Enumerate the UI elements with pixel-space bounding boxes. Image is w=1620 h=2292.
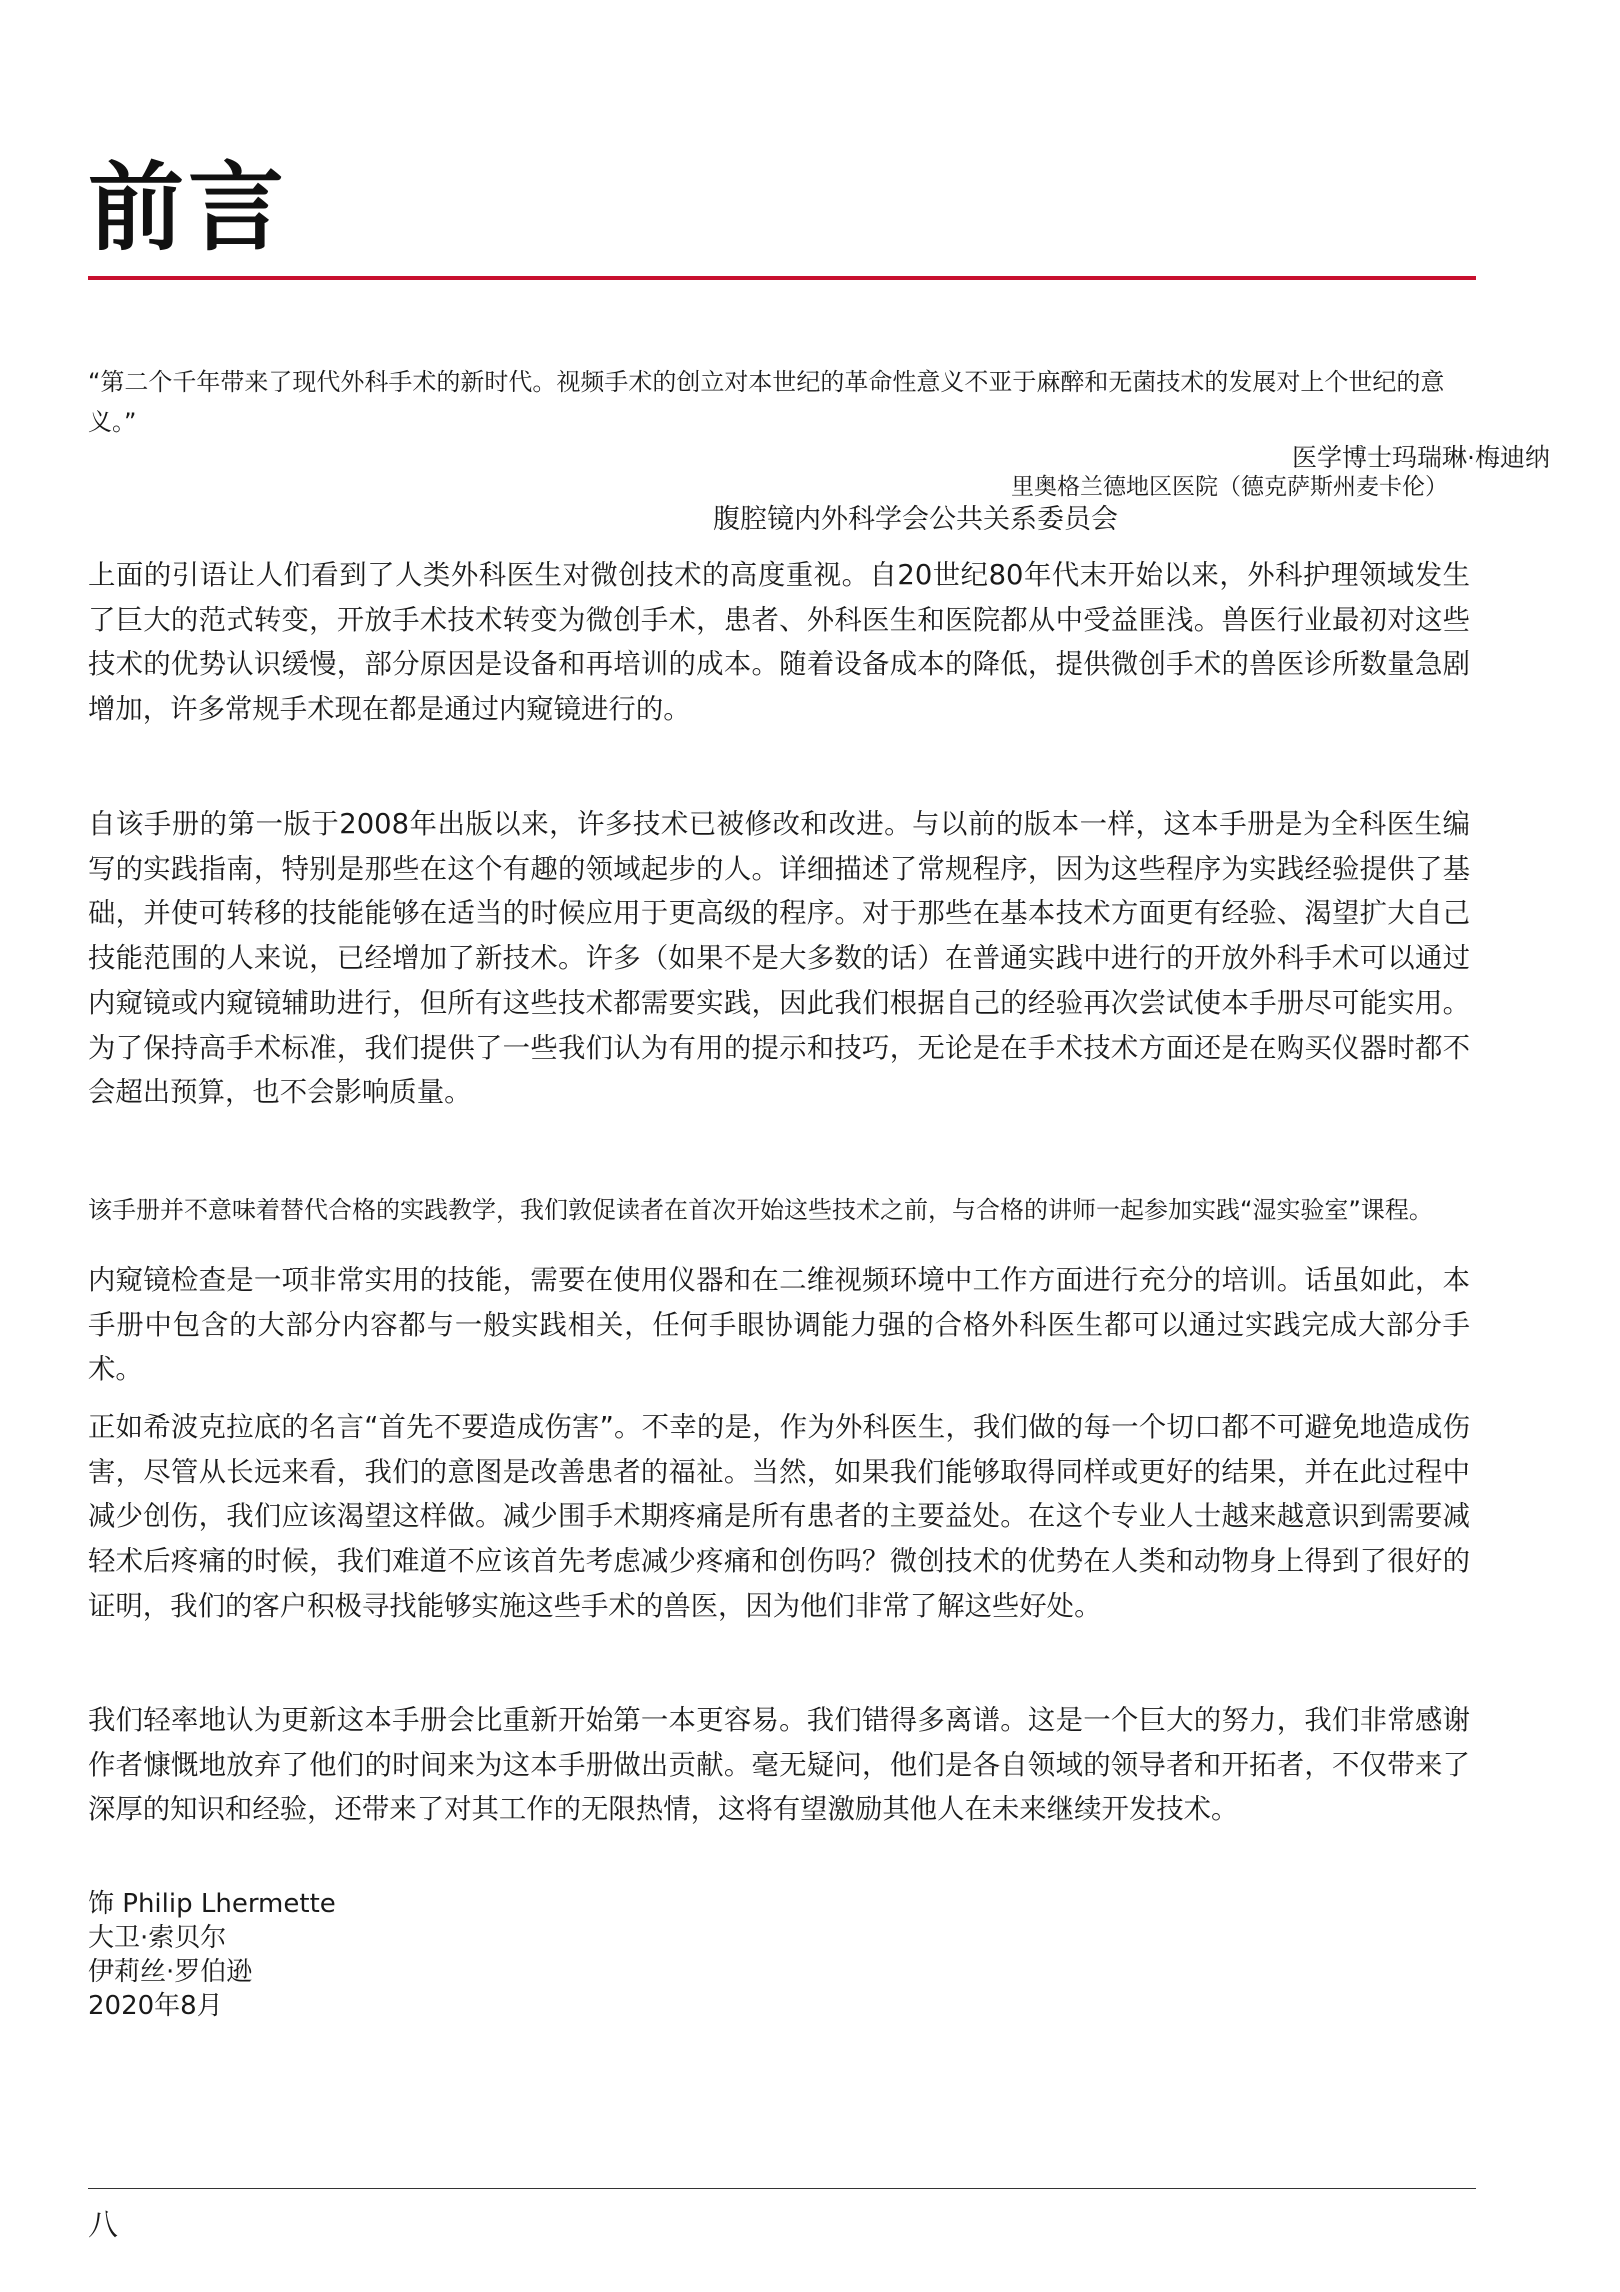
paragraph-3-notice: 该手册并不意味着替代合格的实践教学，我们敦促读者在首次开始这些技术之前，与合格的讲师一起参加实践“湿实验室”课程。: [88, 1196, 1433, 1224]
signature-line-1: 饰 Philip Lhermette: [88, 1889, 336, 1919]
signature-line-2: 大卫·索贝尔: [88, 1923, 227, 1953]
page-number: 八: [88, 2208, 118, 2243]
paragraph-4: 内窥镜检查是一项非常实用的技能，需要在使用仪器和在二维视频环境中工作方面进行充分的培训。话虽如此，本手册中包含的大部分内容都与一般实践相关，任何手眼协调能力强的合格外科医生都可以通过实践完成大部分手术。: [88, 1265, 1470, 1386]
signature-date: 2020年8月: [88, 1991, 223, 2021]
footer-divider: [88, 2188, 1476, 2189]
paragraph-5: 正如希波克拉底的名言“首先不要造成伤害”。不幸的是，作为外科医生，我们做的每一个切口都不可避免地造成伤害，尽管从长远来看，我们的意图是改善患者的福祉。当然，如果我们能够取得同样或更好的结果，并在此过程中减少创伤，我们应该渴望这样做。减少围手术期疼痛是所有患者的主要益处。在这个专业人士越来越意识到需要减轻术后疼痛的时候，我们难道不应该首先考虑减少疼痛和创伤吗？微创技术的优势在人类和动物身上得到了很好的证明，我们的客户积极寻找能够实施这些手术的兽医，因为他们非常了解这些好处。: [88, 1412, 1470, 1622]
epigraph-quote: “第二个千年带来了现代外科手术的新时代。视频手术的创立对本世纪的革命性意义不亚于麻醉和无菌技术的发展对上个世纪的意义。”: [88, 368, 1445, 436]
signature-line-3: 伊莉丝·罗伯逊: [88, 1957, 253, 1987]
quote-author-hospital: 里奥格兰德地区医院（德克萨斯州麦卡伦）: [1011, 474, 1448, 500]
title-divider: [88, 276, 1476, 280]
signature-block: [88, 1887, 336, 2023]
page-title: 前言: [88, 152, 288, 264]
quote-author-committee: 腹腔镜内外科学会公共关系委员会: [713, 504, 1118, 535]
paragraph-1: 上面的引语让人们看到了人类外科医生对微创技术的高度重视。自20世纪80年代末开始以来，外科护理领域发生了巨大的范式转变，开放手术技术转变为微创手术，患者、外科医生和医院都从中受益匪浅。兽医行业最初对这些技术的优势认识缓慢，部分原因是设备和再培训的成本。随着设备成本的降低，提供微创手术的兽医诊所数量急剧增加，许多常规手术现在都是通过内窥镜进行的。: [88, 560, 1470, 726]
paragraph-2: 自该手册的第一版于2008年出版以来，许多技术已被修改和改进。与以前的版本一样，这本手册是为全科医生编写的实践指南，特别是那些在这个有趣的领域起步的人。详细描述了常规程序，因为这些程序为实践经验提供了基础，并使可转移的技能能够在适当的时候应用于更高级的程序。对于那些在基本技术方面更有经验、渴望扩大自己技能范围的人来说，已经增加了新技术。许多（如果不是大多数的话）在普通实践中进行的开放外科手术可以通过内窥镜或内窥镜辅助进行，但所有这些技术都需要实践，因此我们根据自己的经验再次尝试使本手册尽可能实用。为了保持高手术标准，我们提供了一些我们认为有用的提示和技巧，无论是在手术技术方面还是在购买仪器时都不会超出预算，也不会影响质量。: [88, 809, 1470, 1109]
paragraph-6: 我们轻率地认为更新这本手册会比重新开始第一本更容易。我们错得多离谱。这是一个巨大的努力，我们非常感谢作者慷慨地放弃了他们的时间来为这本手册做出贡献。毫无疑问，他们是各自领域的领导者和开拓者，不仅带来了深厚的知识和经验，还带来了对其工作的无限热情，这将有望激励其他人在未来继续开发技术。: [88, 1705, 1470, 1826]
quote-author: 医学博士玛瑞琳·梅迪纳: [1292, 443, 1550, 472]
